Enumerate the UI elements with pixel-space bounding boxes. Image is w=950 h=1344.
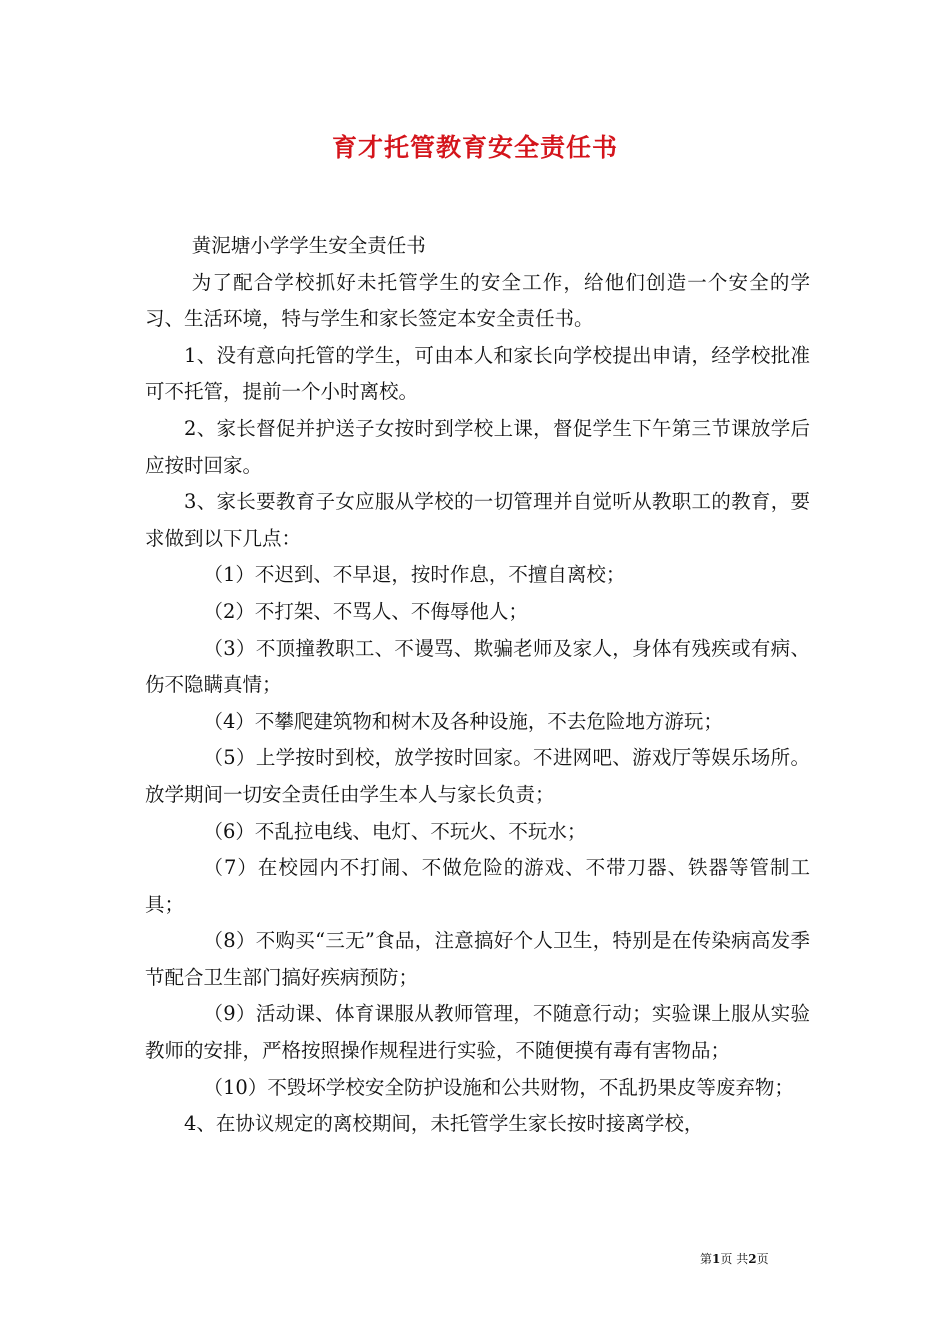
- item-3: 3、家长要教育子女应服从学校的一切管理并自觉听从教职工的教育，要求做到以下几点：: [145, 490, 810, 550]
- footer-prefix: 第: [700, 1252, 713, 1266]
- footer-middle: 页 共: [720, 1252, 749, 1266]
- document-title: 育才托管教育安全责任书: [331, 133, 618, 162]
- sub-item-9: （9）活动课、体育课服从教师管理，不随意行动；实验课上服从实验教师的安排，严格按照操作规程进行实验，不随便摸有毒有害物品；: [145, 1002, 810, 1063]
- page-footer: [700, 1250, 769, 1267]
- current-page-number: 1: [712, 1252, 721, 1266]
- sub-item-2: （2）不打架、不骂人、不侮辱他人；: [203, 599, 528, 623]
- sub-item-6: （6）不乱拉电线、电灯、不玩火、不玩水；: [203, 819, 587, 843]
- sub-item-4: （4）不攀爬建筑物和树木及各种设施，不去危险地方游玩；: [203, 709, 723, 733]
- sub-item-1: （1）不迟到、不早退，按时作息，不擅自离校；: [203, 563, 626, 587]
- document-subtitle: 黄泥塘小学学生安全责任书: [191, 234, 426, 257]
- total-pages-number: 2: [748, 1252, 757, 1266]
- document-body: [145, 228, 810, 1143]
- item-1: 1、没有意向托管的学生，可由本人和家长向学校提出申请，经学校批准可不托管，提前一个小时离校。: [145, 343, 810, 404]
- sub-item-10: （10）不毁坏学校安全防护设施和公共财物，不乱扔果皮等废弃物；: [203, 1075, 794, 1099]
- item-4: 4、在协议规定的离校期间，未托管学生家长按时接离学校，: [184, 1112, 704, 1136]
- item-2: 2、家长督促并护送子女按时到学校上课，督促学生下午第三节课放学后应按时回家。: [145, 416, 810, 477]
- intro-paragraph: 为了配合学校抓好未托管学生的安全工作，给他们创造一个安全的学习、生活环境，特与学生和家长签定本安全责任书。: [145, 270, 810, 331]
- sub-item-7: （7）在校园内不打闹、不做危险的游戏、不带刀器、铁器等管制工具；: [145, 856, 810, 916]
- sub-item-5: （5）上学按时到校，放学按时回家。不进网吧、游戏厅等娱乐场所。放学期间一切安全责任由学生本人与家长负责；: [145, 746, 810, 806]
- sub-item-8: （8）不购买“三无”食品，注意搞好个人卫生，特别是在传染病高发季节配合卫生部门搞好疾病预防；: [145, 929, 810, 989]
- sub-item-3: （3）不顶撞教职工、不谩骂、欺骗老师及家人，身体有残疾或有病、伤不隐瞒真情；: [145, 636, 810, 697]
- footer-suffix: 页: [756, 1252, 769, 1266]
